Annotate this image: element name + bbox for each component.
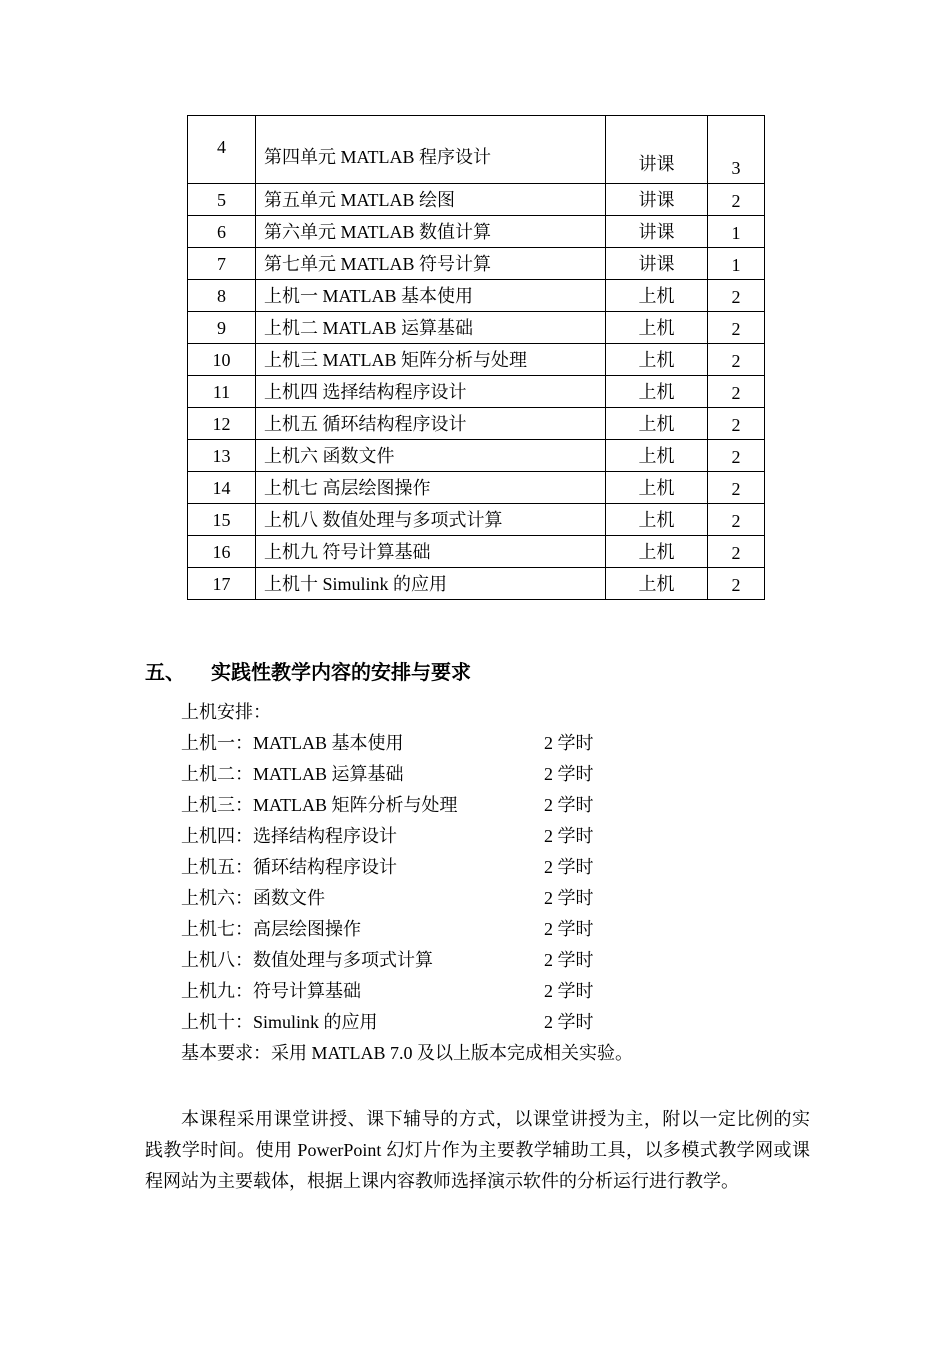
row-title: 上机八 数值处理与多项式计算 [256,504,606,536]
lab-hours: 2 学时 [544,826,594,846]
row-hours: 3 [708,116,765,184]
lab-hours: 2 学时 [544,981,594,1001]
row-hours: 2 [708,184,765,216]
lab-hours: 2 学时 [544,919,594,939]
lab-name: 上机二：MATLAB 运算基础 [181,764,404,784]
row-number: 12 [188,408,256,440]
row-title: 上机九 符号计算基础 [256,536,606,568]
row-number: 9 [188,312,256,344]
table-row [188,568,765,600]
table-row [188,376,765,408]
table-row [188,536,765,568]
row-type: 上机 [606,280,708,312]
row-title: 上机七 高层绘图操作 [256,472,606,504]
row-type: 上机 [606,472,708,504]
row-type: 讲课 [606,216,708,248]
list-item [181,852,633,883]
table-row [188,116,765,184]
lab-hours: 2 学时 [544,764,594,784]
row-title: 第六单元 MATLAB 数值计算 [256,216,606,248]
row-number: 16 [188,536,256,568]
table-row [188,184,765,216]
list-item [181,728,633,759]
row-title: 上机一 MATLAB 基本使用 [256,280,606,312]
row-number: 17 [188,568,256,600]
row-type: 上机 [606,536,708,568]
row-type: 上机 [606,344,708,376]
row-hours: 2 [708,568,765,600]
table-row [188,312,765,344]
row-hours: 1 [708,248,765,280]
row-title: 上机四 选择结构程序设计 [256,376,606,408]
lab-hours: 2 学时 [544,857,594,877]
lab-name: 上机七：高层绘图操作 [181,919,361,939]
lab-name: 上机六：函数文件 [181,888,325,908]
row-title: 上机二 MATLAB 运算基础 [256,312,606,344]
row-type: 讲课 [606,184,708,216]
lab-name: 上机四：选择结构程序设计 [181,826,397,846]
row-type: 上机 [606,312,708,344]
list-item [181,914,633,945]
row-type: 讲课 [606,116,708,184]
row-title: 第四单元 MATLAB 程序设计 [256,116,606,184]
table-row [188,216,765,248]
lab-name: 上机三：MATLAB 矩阵分析与处理 [181,795,458,815]
row-type: 上机 [606,568,708,600]
row-hours: 2 [708,312,765,344]
lab-hours: 2 学时 [544,888,594,908]
row-hours: 2 [708,344,765,376]
table-row [188,440,765,472]
row-type: 上机 [606,440,708,472]
row-type: 上机 [606,408,708,440]
row-number: 15 [188,504,256,536]
row-hours: 2 [708,408,765,440]
lab-hours: 2 学时 [544,950,594,970]
lab-intro: 上机安排： [181,702,271,722]
lab-requirement: 基本要求：采用 MATLAB 7.0 及以上版本完成相关实验。 [181,1043,634,1063]
section-number: 五、 [145,660,185,684]
lab-name: 上机一：MATLAB 基本使用 [181,733,404,753]
row-title: 上机十 Simulink 的应用 [256,568,606,600]
lab-name: 上机八：数值处理与多项式计算 [181,950,433,970]
row-number: 4 [188,116,256,184]
list-item [181,821,633,852]
list-item [181,759,633,790]
row-number: 14 [188,472,256,504]
row-hours: 2 [708,504,765,536]
section-title: 实践性教学内容的安排与要求 [211,660,471,684]
list-item [181,945,633,976]
row-title: 第七单元 MATLAB 符号计算 [256,248,606,280]
lab-hours: 2 学时 [544,1012,594,1032]
table-row [188,344,765,376]
lab-name: 上机九：符号计算基础 [181,981,361,1001]
row-title: 上机六 函数文件 [256,440,606,472]
row-hours: 2 [708,376,765,408]
list-item [181,883,633,914]
lab-arrangement [181,697,633,1069]
row-hours: 2 [708,472,765,504]
list-item [181,976,633,1007]
row-title: 第五单元 MATLAB 绘图 [256,184,606,216]
list-item [181,1007,633,1038]
row-number: 6 [188,216,256,248]
row-type: 上机 [606,504,708,536]
row-number: 5 [188,184,256,216]
course-schedule-table [187,115,765,600]
row-number: 7 [188,248,256,280]
row-hours: 2 [708,440,765,472]
row-type: 上机 [606,376,708,408]
table-row [188,504,765,536]
row-hours: 2 [708,280,765,312]
table-row [188,280,765,312]
row-number: 10 [188,344,256,376]
table-row [188,408,765,440]
lab-name: 上机十：Simulink 的应用 [181,1012,378,1032]
table-row [188,472,765,504]
list-item [181,790,633,821]
row-title: 上机五 循环结构程序设计 [256,408,606,440]
row-number: 11 [188,376,256,408]
lab-hours: 2 学时 [544,733,594,753]
row-type: 讲课 [606,248,708,280]
row-hours: 2 [708,536,765,568]
lab-name: 上机五：循环结构程序设计 [181,857,397,877]
table-row [188,248,765,280]
row-number: 8 [188,280,256,312]
row-hours: 1 [708,216,765,248]
lab-hours: 2 学时 [544,795,594,815]
teaching-method-paragraph: 本课程采用课堂讲授、课下辅导的方式，以课堂讲授为主，附以一定比例的实践教学时间。使用 PowerPoint 幻灯片作为主要教学辅助工具，以多模式教学网或课程网站为主要载体，根据上课内容教师选择演示软件的分析运行进行教学。 [145,1109,810,1191]
row-number: 13 [188,440,256,472]
row-title: 上机三 MATLAB 矩阵分析与处理 [256,344,606,376]
section-heading [145,658,471,686]
